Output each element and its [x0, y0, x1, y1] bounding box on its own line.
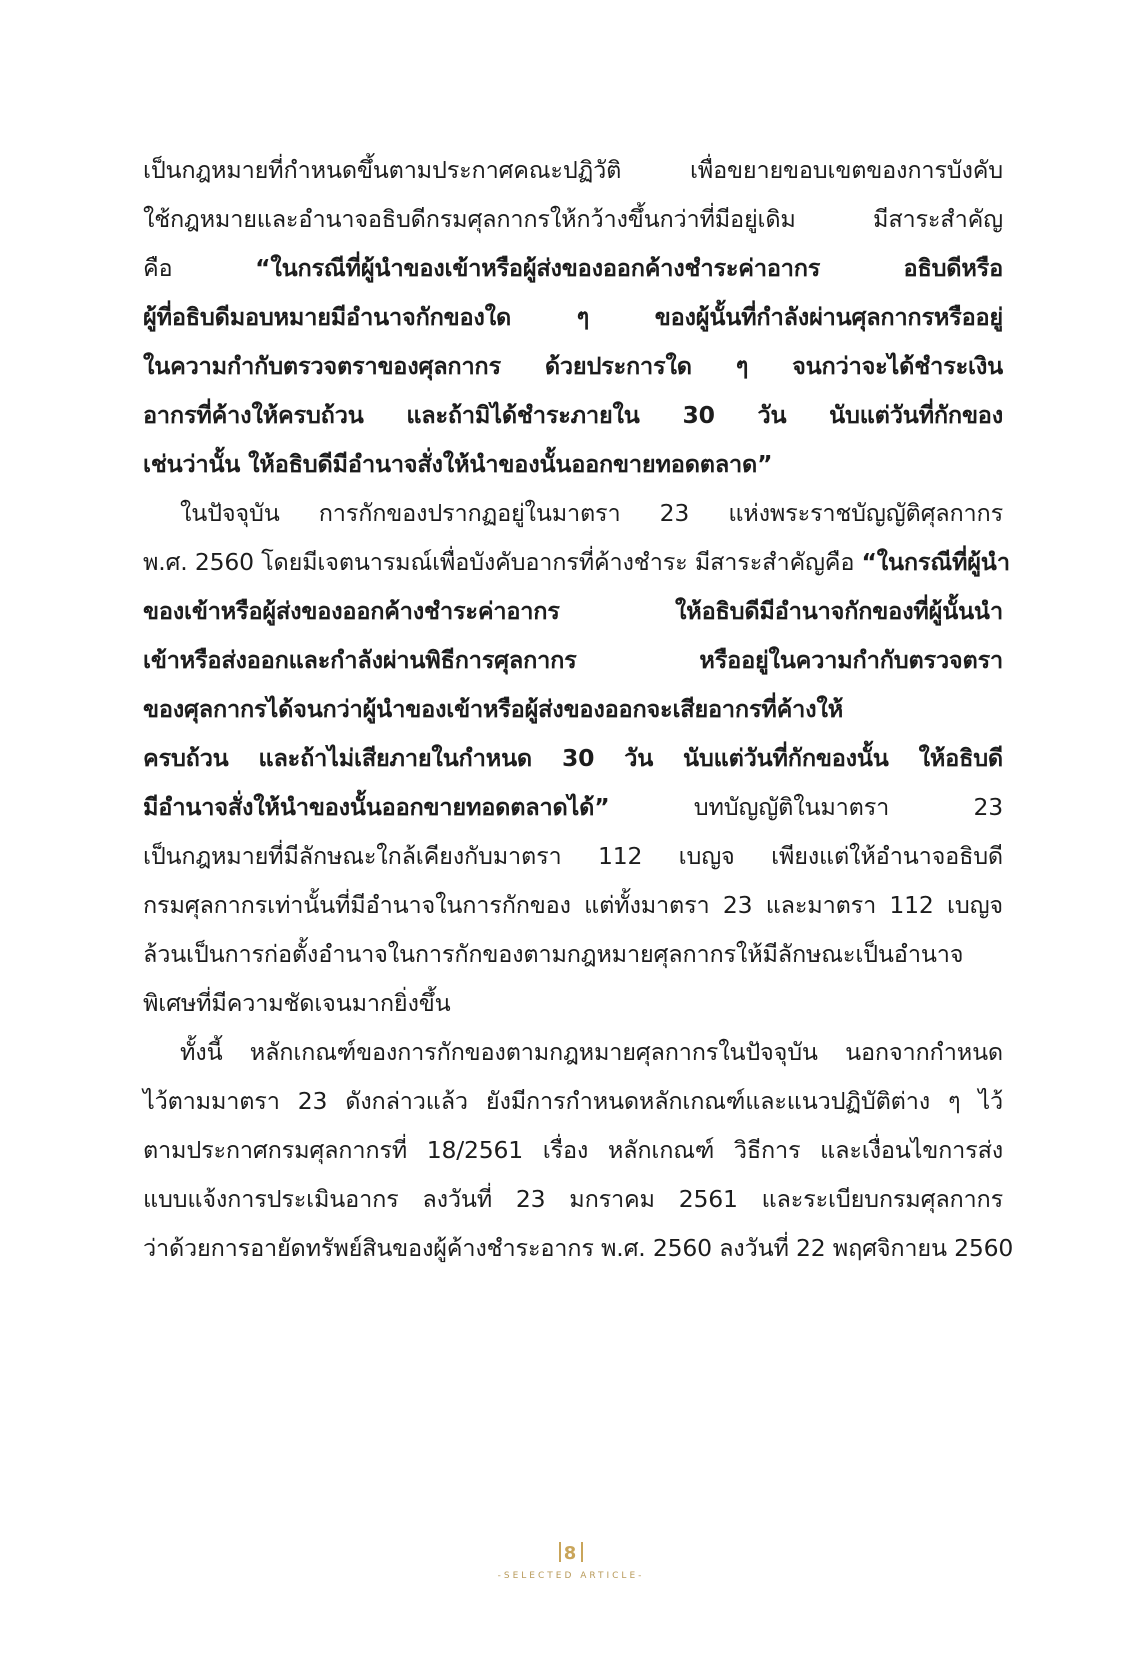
text-line: [143, 489, 1003, 538]
text-line: [143, 1077, 1003, 1126]
page-number-value: 8: [563, 1543, 579, 1564]
article-body: [143, 146, 1014, 1273]
bold-text-run: เข้าหรือส่งออกและกำลังผ่านพิธีการศุลกากร หรืออยู่ในความกำกับตรวจตรา: [143, 646, 1003, 674]
text-run: พ.ศ. 2560 โดยมีเจตนารมณ์เพื่อบังคับอากรที่ค้างชำระ มีสาระสำคัญคือ: [143, 548, 862, 576]
page-number-right-bar: [581, 1542, 583, 1562]
text-line: [143, 979, 1003, 1028]
bold-text-run: เช่นว่านั้น ให้อธิบดีมีอำนาจสั่งให้นำของนั้นออกขายทอดตลาด”: [143, 450, 773, 478]
section-label: -SELECTED ARTICLE-: [497, 1571, 645, 1581]
text-line: [143, 244, 1003, 293]
text-line: [143, 1224, 1014, 1273]
text-run: ว่าด้วยการอายัดทรัพย์สินของผู้ค้างชำระอากร พ.ศ. 2560 ลงวันที่ 22 พฤศจิกายน 2560: [143, 1234, 1014, 1262]
text-run: ตามประกาศกรมศุลกากรที่ 18/2561 เรื่อง หลักเกณฑ์ วิธีการ และเงื่อนไขการส่ง: [143, 1136, 1003, 1164]
bold-text-run: “ในกรณีที่ผู้นำ: [861, 548, 1010, 576]
text-line: [143, 1126, 1003, 1175]
bold-text-run: มีอำนาจสั่งให้นำของนั้นออกขายทอดตลาดได้”: [143, 793, 610, 821]
bold-text-run: ของศุลกากรได้จนกว่าผู้นำของเข้าหรือผู้ส่งของออกจะเสียอากรที่ค้างให้: [143, 695, 844, 723]
text-run: เป็นกฎหมายที่มีลักษณะใกล้เคียงกับมาตรา 112 เบญจ เพียงแต่ให้อำนาจอธิบดี: [143, 842, 1003, 870]
text-run: คือ: [143, 254, 256, 282]
text-line: [143, 342, 1003, 391]
text-line: [143, 1028, 1003, 1077]
text-run: กรมศุลกากรเท่านั้นที่มีอำนาจในการกักของ แต่ทั้งมาตรา 23 และมาตรา 112 เบญจ: [143, 891, 1003, 919]
text-run: พิเศษที่มีความชัดเจนมากยิ่งขึ้น: [143, 989, 451, 1017]
bold-text-run: อากรที่ค้างให้ครบถ้วน และถ้ามิได้ชำระภายใน 30 วัน นับแต่วันที่กักของ: [143, 401, 1003, 429]
text-run: ใช้กฎหมายและอำนาจอธิบดีกรมศุลกากรให้กว้างขึ้นกว่าที่มีอยู่เดิม มีสาระสำคัญ: [143, 205, 1003, 233]
bold-text-run: ของเข้าหรือผู้ส่งของออกค้างชำระค่าอากร ให้อธิบดีมีอำนาจกักของที่ผู้นั้นนำ: [143, 597, 1003, 625]
text-run: แบบแจ้งการประเมินอากร ลงวันที่ 23 มกราคม 2561 และระเบียบกรมศุลกากร: [143, 1185, 1003, 1213]
text-line: [143, 440, 1003, 489]
page-number-left-bar: [559, 1542, 561, 1562]
text-line: [143, 587, 1003, 636]
text-run: ไว้ตามมาตรา 23 ดังกล่าวแล้ว ยังมีการกำหนดหลักเกณฑ์และแนวปฏิบัติต่าง ๆ ไว้: [143, 1087, 1003, 1115]
page-number: [0, 1542, 1142, 1564]
bold-text-run: ครบถ้วน และถ้าไม่เสียภายในกำหนด 30 วัน นับแต่วันที่กักของนั้น ให้อธิบดี: [143, 744, 1003, 772]
text-line: [143, 1175, 1003, 1224]
text-line: [143, 146, 1003, 195]
bold-text-run: “ในกรณีที่ผู้นำของเข้าหรือผู้ส่งของออกค้างชำระค่าอากร อธิบดีหรือ: [255, 254, 1003, 282]
text-run: ล้วนเป็นการก่อตั้งอำนาจในการกักของตามกฎหมายศุลกากรให้มีลักษณะเป็นอำนาจ: [143, 940, 964, 968]
text-line: [143, 734, 1003, 783]
text-line: [143, 685, 1003, 734]
text-run: บทบัญญัติในมาตรา 23: [609, 793, 1003, 821]
text-line: [143, 538, 1010, 587]
text-run: เป็นกฎหมายที่กำหนดขึ้นตามประกาศคณะปฏิวัติ เพื่อขยายขอบเขตของการบังคับ: [143, 156, 1003, 184]
text-line: [143, 391, 1003, 440]
bold-text-run: ผู้ที่อธิบดีมอบหมายมีอำนาจกักของใด ๆ ของผู้นั้นที่กำลังผ่านศุลกากรหรืออยู่: [143, 303, 1003, 331]
text-line: [143, 832, 1003, 881]
text-line: [143, 195, 1003, 244]
text-line: [143, 636, 1003, 685]
text-run: ทั้งนี้ หลักเกณฑ์ของการกักของตามกฎหมายศุลกากรในปัจจุบัน นอกจากกำหนด: [180, 1038, 1003, 1066]
bold-text-run: ในความกำกับตรวจตราของศุลกากร ด้วยประการใด ๆ จนกว่าจะได้ชำระเงิน: [143, 352, 1003, 380]
text-line: [143, 930, 1003, 979]
text-line: [143, 293, 1003, 342]
text-run: ในปัจจุบัน การกักของปรากฏอยู่ในมาตรา 23 แห่งพระราชบัญญัติศุลกากร: [180, 499, 1003, 527]
text-line: [143, 881, 1003, 930]
text-line: [143, 783, 1003, 832]
